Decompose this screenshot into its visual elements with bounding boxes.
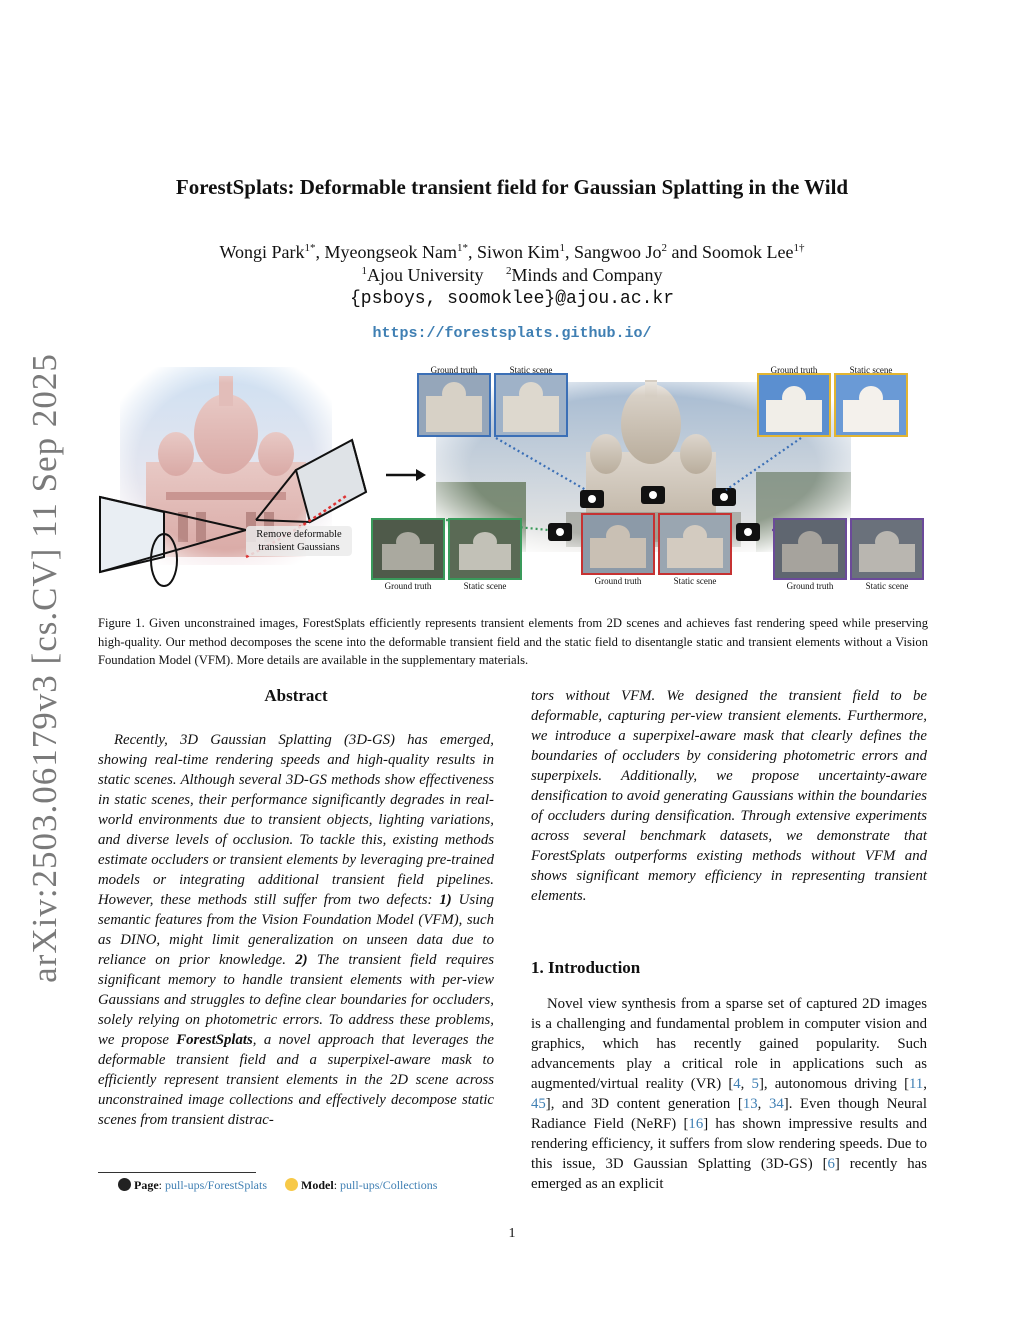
abstract-body-continued: tors without VFM. We designed the transient field to be deformable, capturing per-view transient elements. Furthermore, we introduce a superpixel-aware mask that clearly defines the boundaries of occluders by considering photometric errors and superpixels. Additionally, we propose uncertainty-aware densification to avoid generating Gaussians within the boundaries of occluders during densification. Through extensive experiments across several benchmark datasets, we demonstrate that ForestSplats outperforms existing methods without VFM and shows significant memory efficiency in representing transient elements. xyxy=(531,688,927,904)
citation-link[interactable]: 13 xyxy=(742,1096,758,1112)
label-static-scene: Static scene xyxy=(849,365,893,375)
author: Wongi Park xyxy=(219,242,305,262)
author-affil: 1 xyxy=(559,242,566,254)
remove-label-line2: transient Gaussians xyxy=(258,542,340,553)
affiliation: Ajou University xyxy=(367,265,484,285)
arxiv-identifier: arXiv:2503.06179v3 [cs.CV] 11 Sep 2025 xyxy=(25,353,64,983)
remove-label-line1: Remove deformable xyxy=(256,529,342,540)
label-ground-truth: Ground truth xyxy=(430,365,478,375)
affiliation: Minds and Company xyxy=(511,265,663,285)
abstract-heading: Abstract xyxy=(264,686,328,705)
author: Soomok Lee xyxy=(702,242,794,262)
author-mark: * xyxy=(310,242,316,254)
author-affil: 1 xyxy=(304,242,311,254)
model-label: Model xyxy=(301,1178,334,1192)
citation-link[interactable]: 6 xyxy=(827,1156,835,1172)
citation-link[interactable]: 45 xyxy=(531,1096,546,1112)
label-ground-truth: Ground truth xyxy=(770,365,818,375)
author-affil: 1 xyxy=(793,242,800,254)
citation-link[interactable]: 16 xyxy=(688,1116,704,1132)
page-label: Page xyxy=(134,1178,159,1192)
label-static-scene: Static scene xyxy=(509,365,553,375)
author: Myeongseok Nam xyxy=(324,242,457,262)
label-static-scene: Static scene xyxy=(463,581,507,591)
citation-link[interactable]: 11 xyxy=(909,1076,924,1092)
affiliations: $^1$Ajou University $^2$Minds and Company xyxy=(361,265,663,285)
author: Siwon Kim xyxy=(477,242,560,262)
label-ground-truth: Ground truth xyxy=(594,576,642,586)
project-url-link[interactable]: https://forestsplats.github.io/ xyxy=(372,325,652,342)
paper-title: ForestSplats: Deformable transient field for Gaussian Splatting in the Wild xyxy=(175,175,849,199)
citation-link[interactable]: 4 xyxy=(733,1076,741,1092)
label-ground-truth: Ground truth xyxy=(384,581,432,591)
author-mark: * xyxy=(462,242,468,254)
label-ground-truth: Ground truth xyxy=(786,581,834,591)
author-affil: 2 xyxy=(661,242,668,254)
introduction-heading: 1. Introduction xyxy=(531,958,641,977)
email: {psboys, soomoklee}@ajou.ac.kr xyxy=(349,289,675,309)
author-affil: 1 xyxy=(457,242,463,254)
author: Sangwoo Jo xyxy=(574,242,662,262)
page-number: 1 xyxy=(508,1226,516,1241)
remove-gaussians-label xyxy=(246,526,352,556)
hugging-face-icon xyxy=(285,1178,298,1191)
author-mark: † xyxy=(799,242,805,254)
footnote-rule xyxy=(98,1172,256,1173)
github-icon xyxy=(118,1178,131,1191)
introduction-body: Novel view synthesis from a sparse set of captured 2D images is a challenging and fundamental problem in computer vision and graphics, which has recently gained popularity. Such advancements play a critical role in applications such as augmented/virtual reality (VR) [4, 5], autonomous driving [11, 45], and 3D content generation [13, 34]. Even though Neural Radiance Field (NeRF) [16] has shown impressive results and rendering efficiency, it suffers from slow rendering speeds. Due to this issue, 3D Gaussian Splatting (3D-GS) [6] recently has emerged as an explicit xyxy=(531,996,928,1192)
model-link[interactable]: pull-ups/Collections xyxy=(340,1178,438,1192)
label-static-scene: Static scene xyxy=(865,581,909,591)
footnote: Page: pull-ups/ForestSplats Model: pull-ups/Collections xyxy=(118,1178,437,1193)
figure-illustration xyxy=(96,362,932,594)
figure-caption: Figure 1. Given unconstrained images, ForestSplats efficiently represents transient elements from 2D scenes and achieves fast rendering speed while preserving high-quality. Our method decomposes the scene into the deformable transient field and the static field to disentangle static and transient elements without a Vision Foundation Model (VFM). More details are available in the supplementary materials. xyxy=(98,616,928,667)
figure-1 xyxy=(96,362,932,594)
author-list: Wongi Park$^{1*}$, Myeongseok Nam$^{1*}$, Siwon Kim$^1$, Sangwoo Jo$^2$ and Soomok Lee$^{1\dagger}$ xyxy=(219,242,805,262)
citation-link[interactable]: 34 xyxy=(768,1096,784,1112)
page-link[interactable]: pull-ups/ForestSplats xyxy=(165,1178,268,1192)
label-static-scene: Static scene xyxy=(673,576,717,586)
citation-link[interactable]: 5 xyxy=(751,1076,759,1092)
abstract-body: Recently, 3D Gaussian Splatting (3D-GS) has emerged, showing real-time rendering speeds and high-quality results in static scenes. Although several 3D-GS methods show effectiveness in static scenes, their performance significantly degrades in real-world environments due to transient objects, lighting variations, and diverse levels of occlusion. To tackle this, existing methods estimate occluders or transient elements by leveraging pre-trained models or integrating additional transient field pipelines. However, these methods still suffer from two defects: 1) Using semantic features from the Vision Foundation Model (VFM), such as DINO, might limit generalization on unseen data due to reliance on prior knowledge. 2) The transient field requires significant memory to handle transient elements with per-view Gaussians and struggles to define clear boundaries for occluders, solely relying on photometric errors. To address these problems, we propose ForestSplats, a novel approach that leverages the deformable transient field and a superpixel-aware mask to efficiently represent transient elements in the 2D scene across unconstrained image collections and effectively decompose static scenes from transient distrac- xyxy=(98,732,494,1128)
